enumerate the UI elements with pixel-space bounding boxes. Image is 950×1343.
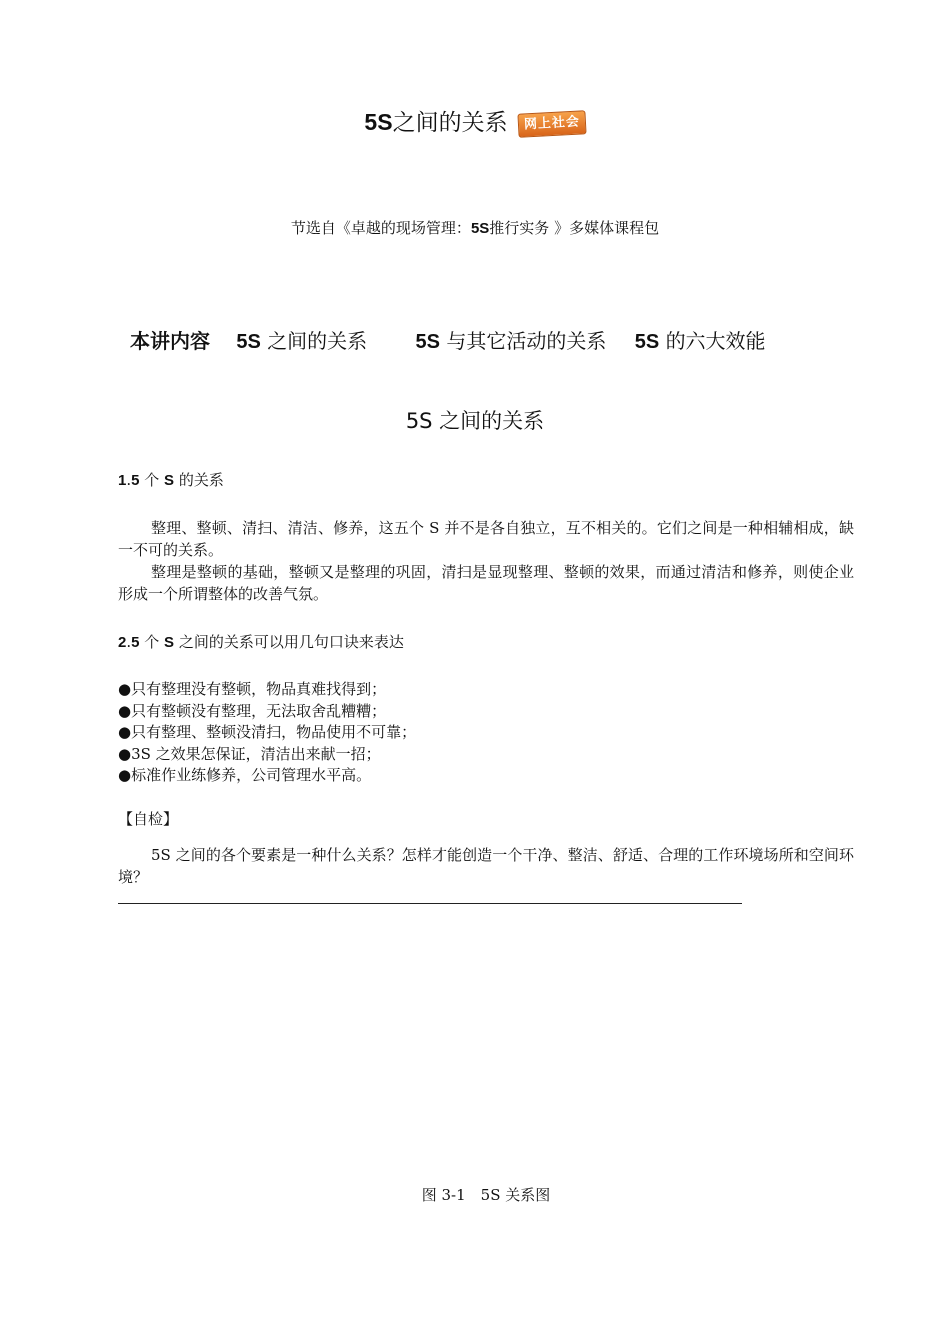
lecture-label: 本讲内容 — [130, 331, 210, 353]
paragraph: 整理是整顿的基础，整顿又是整理的巩固，清扫是显现整理、整顿的效果，而通过清洁和修养，则使企业形成一个所谓整体的改善气氛。 — [118, 563, 854, 603]
answer-line — [118, 903, 742, 904]
lecture-item: 5S 之间的关系 — [236, 329, 368, 353]
selfcheck-question: 5S 之间的各个要素是一种什么关系？怎样才能创造一个干净、整洁、舒适、合理的工作环境场所和空间环境？ — [118, 846, 854, 886]
list-item: ●只有整理、整顿没清扫，物品使用不可靠； — [118, 723, 417, 741]
title-5s: 5S — [364, 109, 393, 135]
title-text: 之间的关系 — [392, 110, 508, 136]
subtitle-pre: 节选自《卓越的现场管理： — [290, 219, 471, 237]
subtitle — [0, 217, 950, 238]
lecture-item: 5S 与其它活动的关系 — [415, 329, 607, 353]
site-logo: 网上社会 — [517, 110, 586, 138]
page-title — [0, 104, 950, 137]
section-1-heading: 1.5 个 S 的关系 — [118, 471, 224, 489]
list-item: ●只有整理没有整顿，物品真难找得到； — [118, 680, 387, 698]
selfcheck-label: 【自检】 — [118, 810, 179, 828]
subtitle-5s: 5S — [470, 220, 490, 237]
lecture-contents — [130, 325, 766, 354]
section-2-heading: 2.5 个 S 之间的关系可以用几句口诀来表达 — [118, 633, 404, 651]
lecture-item: 5S 的六大效能 — [634, 329, 766, 353]
list-item: ●3S 之效果怎保证，清洁出来献一招； — [118, 744, 381, 763]
section-heading: 5S 之间的关系 — [405, 409, 545, 433]
bullet-list — [118, 679, 416, 787]
figure-caption: 图 3-1 5S 关系图 — [421, 1186, 551, 1204]
subtitle-post: 推行实务 》多媒体课程包 — [489, 219, 660, 237]
list-item: ●只有整顿没有整理，无法取舍乱糟糟； — [118, 701, 387, 720]
list-item: ●标准作业练修养，公司管理水平高。 — [118, 766, 372, 784]
paragraph: 整理、整顿、清扫、清洁、修养，这五个 S 并不是各自独立，互不相关的。它们之间是一种相辅相成，缺一不可的关系。 — [118, 519, 854, 559]
